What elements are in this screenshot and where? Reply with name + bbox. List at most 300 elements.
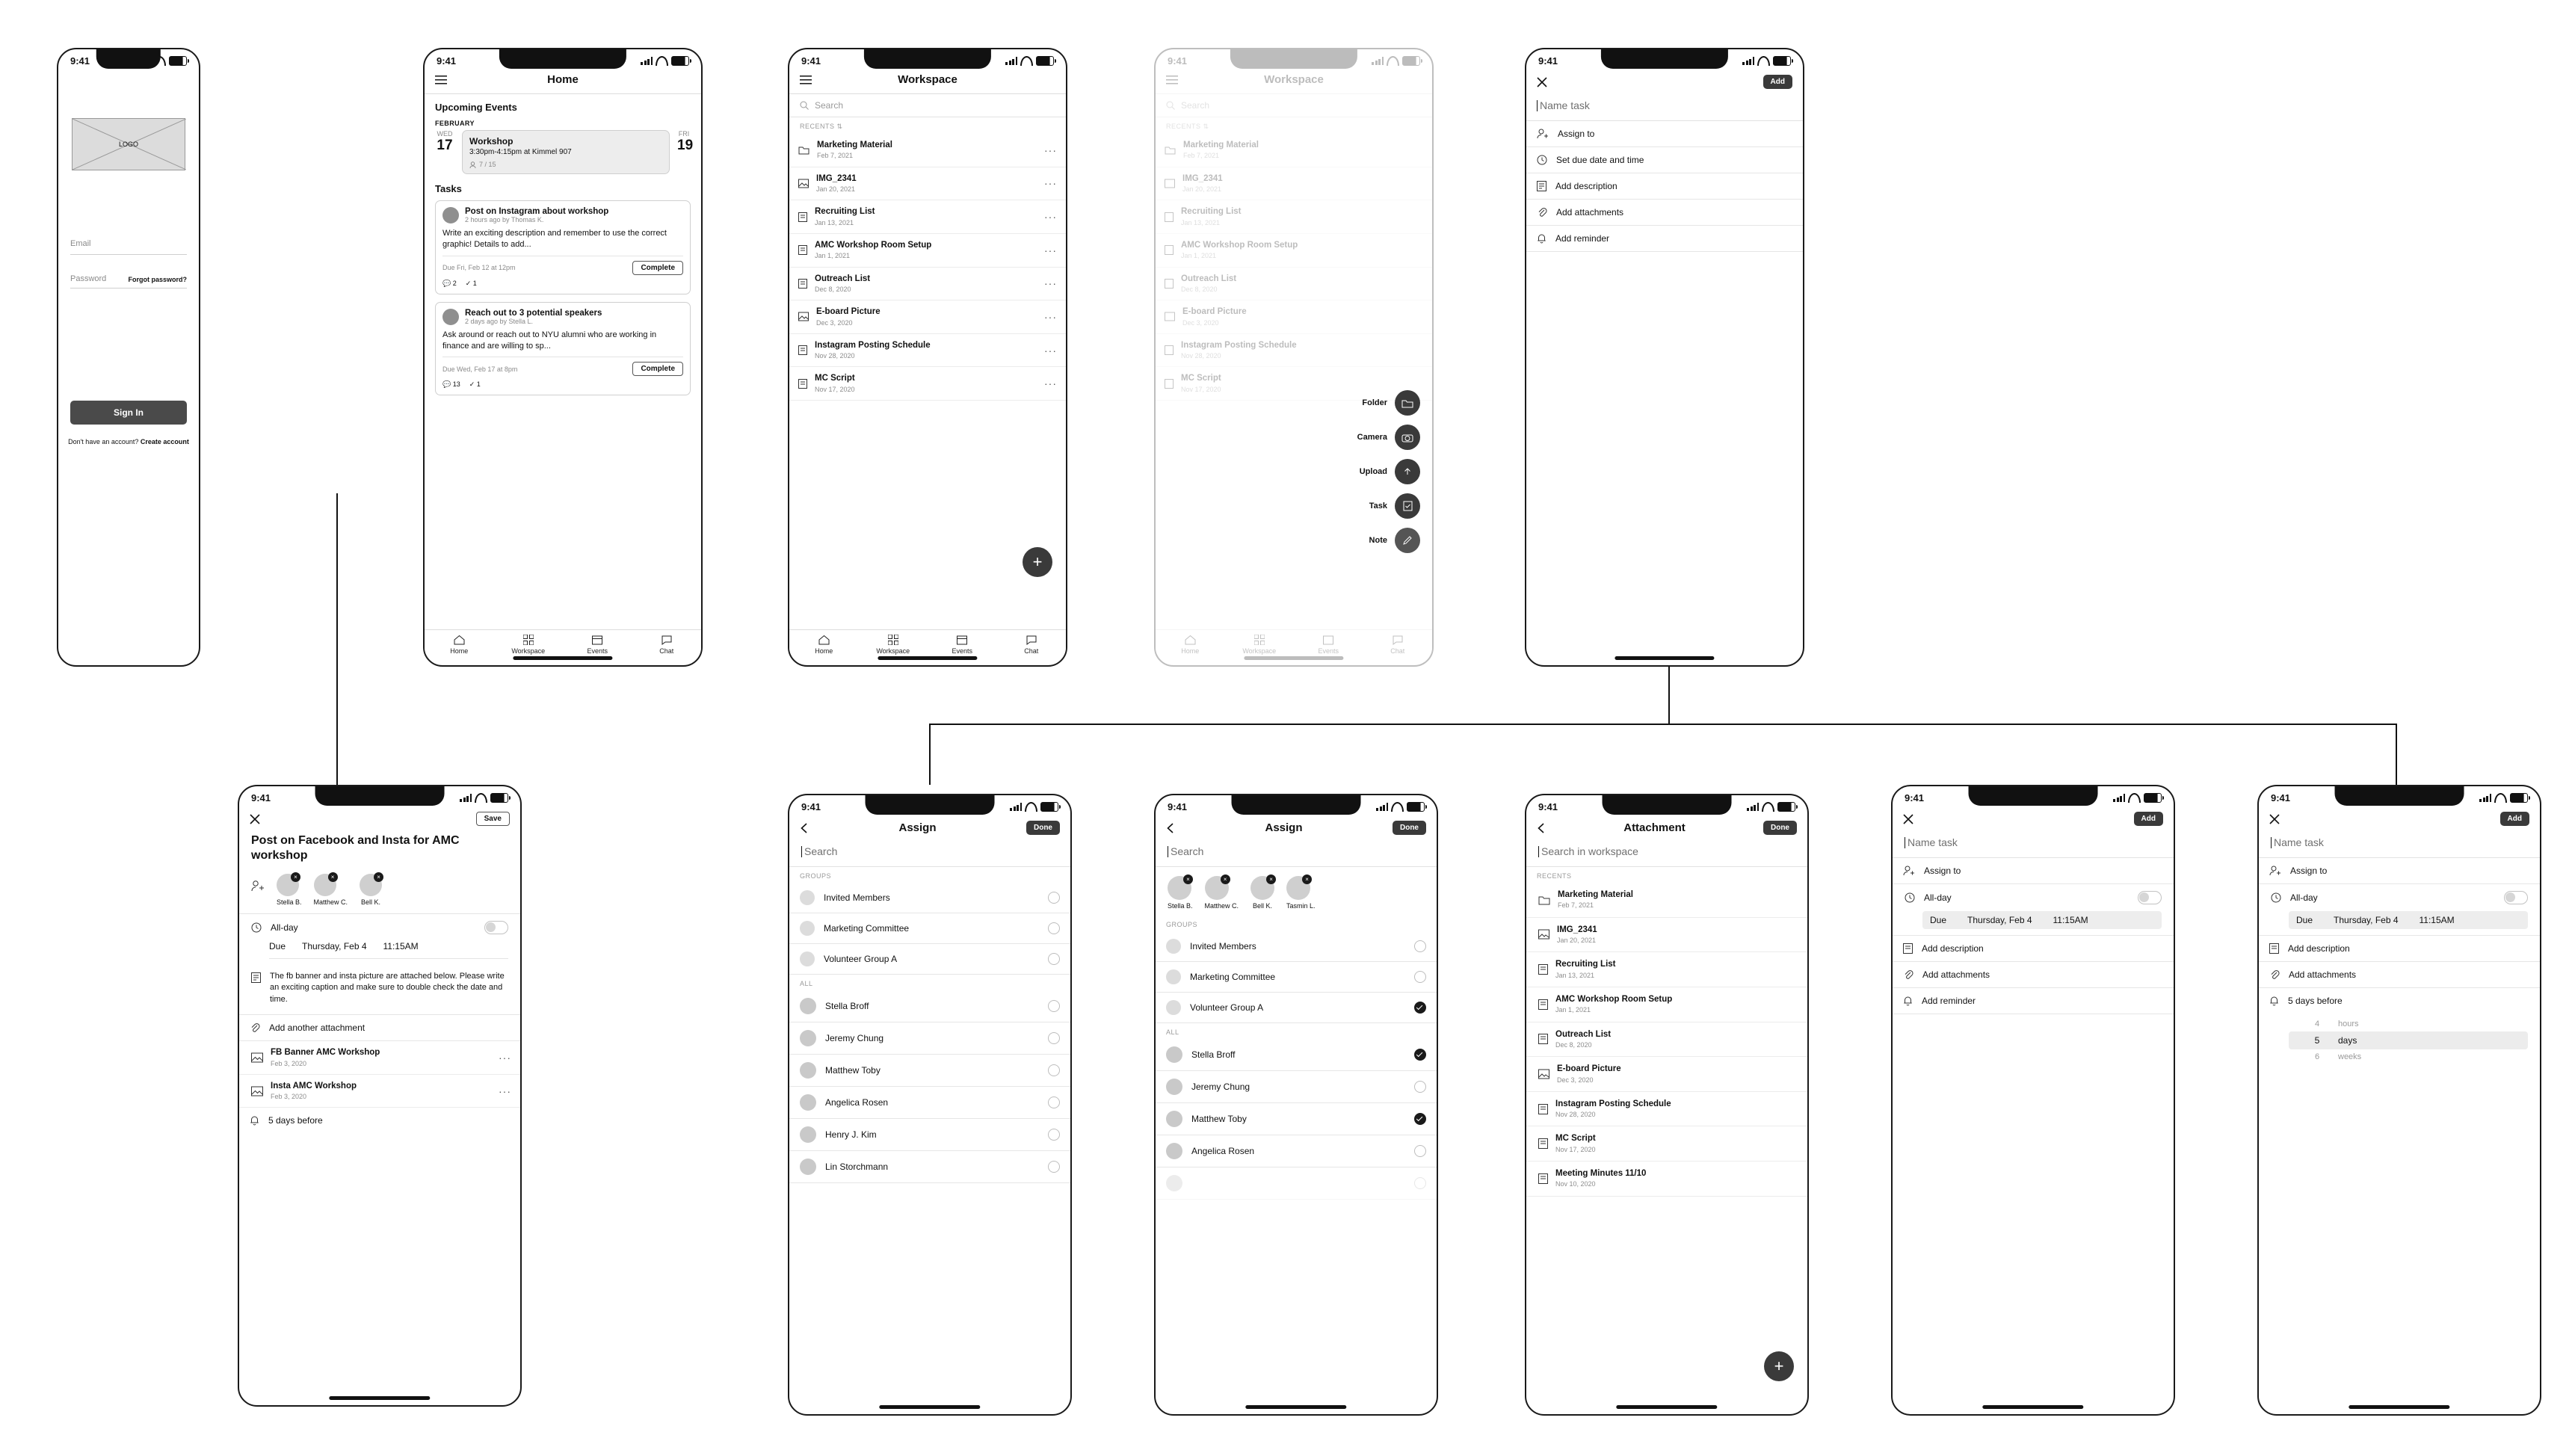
event-day-left[interactable] xyxy=(435,130,454,154)
avatar xyxy=(1166,1046,1182,1063)
tab-bar xyxy=(1156,629,1432,655)
tab-bar xyxy=(425,629,701,655)
due-row[interactable] xyxy=(269,941,508,959)
check-count: ✓ 1 xyxy=(469,380,481,389)
table-row[interactable] xyxy=(1526,952,1807,987)
select-checkbox[interactable] xyxy=(1414,1113,1426,1125)
picker-option-selected[interactable] xyxy=(2289,1031,2528,1049)
table-row[interactable] xyxy=(789,200,1066,234)
search-input[interactable] xyxy=(1156,842,1437,867)
table-row[interactable] xyxy=(1156,300,1432,334)
person-row[interactable] xyxy=(1156,1103,1437,1135)
description-icon xyxy=(1903,943,1913,954)
select-checkbox[interactable] xyxy=(1414,971,1426,983)
due-date-header xyxy=(1893,809,2174,833)
back-icon[interactable] xyxy=(1537,823,1546,833)
avatar xyxy=(360,874,382,896)
file-date: Feb 7, 2021 xyxy=(817,152,854,160)
avatar xyxy=(800,1062,816,1079)
file-name: Outreach List xyxy=(1555,1029,1612,1039)
group-row[interactable] xyxy=(789,883,1070,913)
select-checkbox[interactable] xyxy=(1414,1049,1426,1061)
reminder-row[interactable] xyxy=(239,1108,520,1133)
assignee-chip[interactable] xyxy=(1168,876,1193,910)
add-button[interactable]: Add xyxy=(2500,812,2529,826)
more-icon[interactable]: ··· xyxy=(1044,344,1057,357)
signal-icon xyxy=(1742,57,1754,65)
notch xyxy=(1230,49,1357,69)
page-title: Assign xyxy=(1265,821,1303,834)
status-icons xyxy=(1742,56,1791,66)
row-assign-to[interactable] xyxy=(2259,858,2540,884)
due-row[interactable] xyxy=(2289,911,2528,929)
menu-item-label: Camera xyxy=(1357,433,1387,442)
search-input[interactable] xyxy=(1526,842,1807,867)
menu-item-upload[interactable] xyxy=(1301,459,1420,484)
row-reminder[interactable] xyxy=(1893,988,2174,1014)
select-checkbox[interactable] xyxy=(1048,1129,1060,1141)
person-row[interactable] xyxy=(1156,1135,1437,1167)
table-row[interactable] xyxy=(789,134,1066,167)
menu-item-folder[interactable] xyxy=(1301,390,1420,416)
tab-events[interactable] xyxy=(1294,635,1363,655)
table-row[interactable] xyxy=(1526,1126,1807,1162)
select-checkbox[interactable] xyxy=(1414,1002,1426,1014)
avatar xyxy=(800,1030,816,1046)
tab-label: Home xyxy=(1181,647,1200,655)
remove-icon[interactable]: × xyxy=(328,872,338,882)
more-icon[interactable]: ··· xyxy=(1044,377,1057,390)
group-row[interactable] xyxy=(1156,962,1437,993)
doc-icon xyxy=(1538,964,1548,975)
done-button[interactable]: Done xyxy=(1026,821,1060,835)
bell-icon xyxy=(2269,996,2279,1006)
person-row[interactable] xyxy=(789,1055,1070,1087)
status-time: 9:41 xyxy=(1538,801,1558,812)
search-placeholder: Search xyxy=(804,845,838,857)
remove-icon[interactable]: × xyxy=(291,872,300,882)
due-label: Due xyxy=(1930,915,1947,925)
reminder-header xyxy=(2259,809,2540,833)
more-icon[interactable]: ··· xyxy=(499,1051,511,1064)
folder-icon[interactable] xyxy=(1395,390,1420,416)
picker-option[interactable] xyxy=(2289,1017,2528,1031)
wifi-icon xyxy=(1020,56,1033,66)
pencil-icon[interactable] xyxy=(1395,528,1420,553)
picker-option[interactable] xyxy=(2289,1049,2528,1064)
avatar xyxy=(800,921,815,936)
row-description[interactable] xyxy=(1526,173,1803,200)
person-row[interactable] xyxy=(789,1087,1070,1119)
notch xyxy=(1232,795,1361,815)
menu-item-note[interactable] xyxy=(1301,528,1420,553)
task-card[interactable] xyxy=(435,200,691,294)
file-date: Jan 20, 2021 xyxy=(816,185,856,193)
group-row[interactable] xyxy=(1156,993,1437,1023)
clock-icon xyxy=(1537,155,1547,165)
menu-icon[interactable] xyxy=(435,75,447,84)
forgot-password-link[interactable]: Forgot password? xyxy=(128,276,187,283)
file-name: Marketing Material xyxy=(1183,141,1259,149)
all-day-row[interactable] xyxy=(2259,884,2540,911)
task-body: Ask around or reach out to NYU alumni who are working in finance and are willing to sp... xyxy=(442,330,657,351)
file-name: Outreach List xyxy=(815,274,871,283)
connector-line xyxy=(929,724,931,785)
more-icon[interactable]: ··· xyxy=(1044,244,1057,256)
table-row[interactable] xyxy=(1156,167,1432,201)
people-icon xyxy=(469,161,476,168)
description-icon xyxy=(2269,943,2279,954)
row-assign-to[interactable] xyxy=(1526,121,1803,147)
close-icon[interactable] xyxy=(250,814,260,824)
more-icon[interactable]: ··· xyxy=(1044,177,1057,190)
all-day-row[interactable] xyxy=(1893,884,2174,911)
file-name: AMC Workshop Room Setup xyxy=(1181,240,1298,250)
upload-icon[interactable] xyxy=(1395,459,1420,484)
sign-in-button[interactable] xyxy=(70,401,187,425)
select-checkbox[interactable] xyxy=(1414,1177,1426,1189)
select-checkbox[interactable] xyxy=(1048,1096,1060,1108)
select-checkbox[interactable] xyxy=(1048,1032,1060,1044)
email-placeholder: Email xyxy=(70,239,91,248)
picker-unit: days xyxy=(2338,1035,2357,1046)
select-checkbox[interactable] xyxy=(1414,1145,1426,1157)
table-row[interactable] xyxy=(1526,1162,1807,1197)
tab-label: Events xyxy=(587,647,608,655)
home-indicator xyxy=(1244,656,1343,660)
password-field[interactable] xyxy=(70,274,187,289)
task-due: Due Wed, Feb 17 at 8pm xyxy=(442,365,518,373)
row-assign-to[interactable] xyxy=(1893,858,2174,884)
paperclip-icon xyxy=(2269,969,2280,980)
month-label: FEBRUARY xyxy=(435,120,475,127)
status-time: 9:41 xyxy=(437,55,457,67)
event-card[interactable] xyxy=(462,130,670,174)
notch xyxy=(499,49,626,69)
more-icon[interactable]: ··· xyxy=(1044,310,1057,323)
complete-button[interactable]: Complete xyxy=(632,362,683,376)
file-name: Instagram Posting Schedule xyxy=(1181,340,1297,350)
event-count: 7 / 15 xyxy=(479,161,496,168)
table-row[interactable] xyxy=(1156,268,1432,301)
wifi-icon xyxy=(656,56,668,66)
signup-row xyxy=(58,438,199,445)
add-button[interactable]: Add xyxy=(1763,75,1792,89)
recents-header: RECENTS xyxy=(1537,872,1572,880)
file-list xyxy=(789,134,1066,401)
tab-label: Workspace xyxy=(1242,647,1277,655)
person-row[interactable] xyxy=(789,1151,1070,1183)
due-time[interactable]: 11:15AM xyxy=(2053,915,2088,925)
attachment-row[interactable] xyxy=(239,1075,520,1108)
table-row[interactable] xyxy=(789,268,1066,301)
image-icon xyxy=(251,1086,263,1096)
more-icon[interactable]: ··· xyxy=(1044,211,1057,223)
all-day-toggle[interactable] xyxy=(2504,891,2528,904)
table-row[interactable] xyxy=(1526,1022,1807,1058)
search-input[interactable] xyxy=(1156,94,1432,117)
person-label: Angelica Rosen xyxy=(1191,1146,1255,1156)
due-time[interactable]: 11:15AM xyxy=(383,941,419,951)
tab-workspace[interactable] xyxy=(1225,635,1295,655)
text-cursor xyxy=(801,846,802,857)
connector-line xyxy=(2396,724,2397,785)
close-icon[interactable] xyxy=(1903,814,1913,824)
table-row[interactable] xyxy=(789,334,1066,368)
done-button[interactable]: Done xyxy=(1393,821,1426,835)
table-row[interactable] xyxy=(789,367,1066,401)
doc-icon xyxy=(798,212,807,222)
tab-events[interactable] xyxy=(563,635,632,655)
tab-home[interactable] xyxy=(789,635,859,655)
table-row[interactable] xyxy=(1156,234,1432,268)
task-stats xyxy=(442,380,683,389)
avatar xyxy=(1166,939,1181,954)
row-attachments[interactable] xyxy=(2259,962,2540,988)
tab-home[interactable] xyxy=(425,635,494,655)
row-attachments[interactable] xyxy=(1893,962,2174,988)
tab-chat[interactable] xyxy=(1363,635,1433,655)
avatar xyxy=(800,1159,816,1175)
file-date: Jan 1, 2021 xyxy=(815,252,851,260)
doc-icon xyxy=(1165,245,1174,255)
back-icon[interactable] xyxy=(800,823,809,833)
group-row[interactable] xyxy=(789,913,1070,944)
all-day-toggle[interactable] xyxy=(2138,891,2162,904)
remove-icon[interactable]: × xyxy=(1221,874,1230,884)
tab-chat[interactable] xyxy=(632,635,702,655)
status-time: 9:41 xyxy=(1168,801,1188,812)
assignee-chip[interactable] xyxy=(314,874,348,906)
select-checkbox[interactable] xyxy=(1414,940,1426,952)
table-row[interactable] xyxy=(1526,918,1807,953)
person-row[interactable] xyxy=(789,1022,1070,1055)
table-row[interactable] xyxy=(1156,134,1432,167)
person-row[interactable] xyxy=(789,990,1070,1022)
status-icons xyxy=(1372,56,1420,66)
attachment-date: Feb 3, 2020 xyxy=(271,1059,307,1067)
description-block[interactable] xyxy=(239,965,520,1015)
row-reminder[interactable] xyxy=(2259,988,2540,1014)
table-row[interactable] xyxy=(1526,987,1807,1022)
doc-icon xyxy=(1165,279,1174,289)
more-icon[interactable]: ··· xyxy=(1044,144,1057,156)
select-checkbox[interactable] xyxy=(1048,922,1060,934)
menu-item-task[interactable] xyxy=(1301,493,1420,519)
row-due-date[interactable] xyxy=(1526,147,1803,173)
avatar xyxy=(1166,1111,1182,1127)
table-row[interactable] xyxy=(789,300,1066,334)
file-date: Jan 13, 2021 xyxy=(1181,218,1221,226)
select-checkbox[interactable] xyxy=(1048,1161,1060,1173)
search-placeholder: Search xyxy=(1171,845,1204,857)
assignee-name: Matthew C. xyxy=(313,898,348,906)
menu-item-camera[interactable] xyxy=(1301,425,1420,450)
person-row[interactable] xyxy=(1156,1167,1437,1200)
screen-workspace xyxy=(788,48,1067,667)
person-label: Angelica Rosen xyxy=(825,1097,889,1108)
complete-button[interactable]: Complete xyxy=(632,261,683,275)
bell-icon xyxy=(1537,233,1546,244)
comment-count-value: 2 xyxy=(452,279,457,287)
file-date: Jan 20, 2021 xyxy=(1557,937,1597,944)
home-indicator xyxy=(879,1405,980,1409)
page-title: Home xyxy=(547,73,579,86)
close-icon[interactable] xyxy=(2269,814,2280,824)
table-row[interactable] xyxy=(1526,883,1807,918)
person-add-icon[interactable] xyxy=(251,880,265,892)
home-header xyxy=(425,72,701,94)
tab-workspace[interactable] xyxy=(494,635,564,655)
all-header: ALL xyxy=(1166,1028,1179,1036)
tab-label: Workspace xyxy=(511,647,546,655)
menu-icon[interactable] xyxy=(800,75,812,84)
tab-label: Home xyxy=(450,647,469,655)
due-date[interactable]: Thursday, Feb 4 xyxy=(2334,915,2399,925)
table-row[interactable] xyxy=(1156,334,1432,368)
attachment-row[interactable] xyxy=(239,1041,520,1075)
picker-unit: weeks xyxy=(2338,1052,2362,1061)
select-checkbox[interactable] xyxy=(1048,1000,1060,1012)
task-footer xyxy=(442,357,683,376)
tab-chat[interactable] xyxy=(997,635,1067,655)
signal-icon xyxy=(641,57,653,65)
table-row[interactable] xyxy=(1526,1057,1807,1092)
search-input[interactable] xyxy=(789,842,1070,867)
file-name: E-board Picture xyxy=(1557,1064,1621,1074)
event-day-label: WED xyxy=(437,130,453,138)
person-label: Henry J. Kim xyxy=(825,1129,877,1140)
reminder-picker[interactable] xyxy=(2289,1017,2528,1064)
attachment-header xyxy=(1526,818,1807,842)
task-title: Reach out to 3 potential speakers xyxy=(465,308,602,318)
row-label: Add reminder xyxy=(1555,233,1610,244)
status-time: 9:41 xyxy=(801,801,821,812)
status-time: 9:41 xyxy=(1168,55,1188,67)
due-time[interactable]: 11:15AM xyxy=(2419,915,2455,925)
tab-workspace[interactable] xyxy=(859,635,928,655)
battery-icon xyxy=(490,793,508,803)
workspace-header xyxy=(789,72,1066,94)
menu-icon[interactable] xyxy=(1166,75,1178,84)
remove-icon[interactable]: × xyxy=(1183,874,1193,884)
add-attachment-row[interactable] xyxy=(239,1015,520,1041)
camera-icon[interactable] xyxy=(1395,425,1420,450)
email-field[interactable] xyxy=(70,236,187,255)
group-row[interactable] xyxy=(1156,931,1437,962)
search-icon xyxy=(800,101,809,110)
file-date: Dec 3, 2020 xyxy=(1557,1076,1594,1084)
task-card[interactable] xyxy=(435,302,691,396)
add-fab[interactable]: + xyxy=(1764,1351,1794,1381)
add-fab[interactable]: + xyxy=(1023,547,1052,577)
remove-icon[interactable]: × xyxy=(374,872,383,882)
assignee-chip[interactable] xyxy=(277,874,302,906)
table-row[interactable] xyxy=(1156,200,1432,234)
remove-icon[interactable]: × xyxy=(1302,874,1312,884)
file-date: Nov 17, 2020 xyxy=(815,385,855,393)
create-account-link[interactable]: Create account xyxy=(140,438,189,445)
wifi-icon xyxy=(1025,802,1037,812)
file-name: IMG_2341 xyxy=(1557,925,1597,934)
assignee-chip[interactable] xyxy=(360,874,382,906)
assignee-chip[interactable] xyxy=(1205,876,1239,910)
assignee-chip[interactable] xyxy=(1286,876,1316,910)
bell-icon xyxy=(250,1115,259,1126)
image-icon xyxy=(1538,1069,1549,1079)
person-row[interactable] xyxy=(1156,1039,1437,1071)
due-row[interactable] xyxy=(1922,911,2162,929)
select-checkbox[interactable] xyxy=(1414,1081,1426,1093)
more-icon[interactable]: ··· xyxy=(1044,277,1057,290)
back-icon[interactable] xyxy=(1166,823,1175,833)
assignee-chip[interactable] xyxy=(1250,876,1274,910)
group-row[interactable] xyxy=(789,944,1070,975)
task-name-placeholder: Name task xyxy=(1908,836,1958,848)
due-date[interactable]: Thursday, Feb 4 xyxy=(302,941,367,951)
event-attendance xyxy=(469,161,662,168)
more-icon[interactable]: ··· xyxy=(499,1085,511,1097)
row-description[interactable] xyxy=(1893,935,2174,962)
person-row[interactable] xyxy=(1156,1071,1437,1103)
grid-icon xyxy=(523,635,534,645)
select-checkbox[interactable] xyxy=(1048,953,1060,965)
row-attachments[interactable] xyxy=(1526,200,1803,226)
all-day-toggle[interactable] xyxy=(484,921,508,934)
wifi-icon xyxy=(1757,56,1770,66)
sign-in-label: Sign In xyxy=(114,407,144,418)
task-title: Post on Facebook and Insta for AMC workshop xyxy=(251,834,460,862)
table-row[interactable] xyxy=(1526,1092,1807,1127)
due-date[interactable]: Thursday, Feb 4 xyxy=(1967,915,2032,925)
search-input[interactable] xyxy=(789,94,1066,117)
avatar xyxy=(800,1094,816,1111)
row-description[interactable] xyxy=(2259,935,2540,962)
task-name-input[interactable] xyxy=(1893,833,2174,858)
file-date: Dec 8, 2020 xyxy=(815,285,851,293)
text-cursor xyxy=(1537,100,1538,111)
tab-label: Chat xyxy=(659,647,674,655)
select-checkbox[interactable] xyxy=(1048,892,1060,904)
remove-icon[interactable]: × xyxy=(1266,874,1276,884)
tab-label: Events xyxy=(1318,647,1339,655)
add-button[interactable]: Add xyxy=(2134,812,2163,826)
select-checkbox[interactable] xyxy=(1048,1064,1060,1076)
doc-icon xyxy=(798,245,807,255)
tab-home[interactable] xyxy=(1156,635,1225,655)
save-button[interactable]: Save xyxy=(476,812,510,826)
tab-events[interactable] xyxy=(928,635,997,655)
event-day-right[interactable] xyxy=(677,130,694,154)
table-row[interactable] xyxy=(789,167,1066,201)
page-title: Attachment xyxy=(1623,821,1686,834)
done-button[interactable]: Done xyxy=(1763,821,1797,835)
screen-attachment xyxy=(1525,794,1809,1416)
home-icon xyxy=(454,635,465,645)
row-reminder[interactable] xyxy=(1526,226,1803,252)
file-date: Jan 1, 2021 xyxy=(1181,252,1217,260)
person-row[interactable] xyxy=(789,1119,1070,1151)
table-row[interactable] xyxy=(789,234,1066,268)
status-time: 9:41 xyxy=(801,55,821,67)
task-name-input[interactable] xyxy=(1526,96,1803,121)
task-name-input[interactable] xyxy=(2259,833,2540,858)
close-icon[interactable] xyxy=(1537,77,1547,87)
all-day-row[interactable] xyxy=(239,914,520,941)
task-icon[interactable] xyxy=(1395,493,1420,519)
file-name: Recruiting List xyxy=(1555,960,1616,969)
event-day-label: FRI xyxy=(678,130,690,138)
